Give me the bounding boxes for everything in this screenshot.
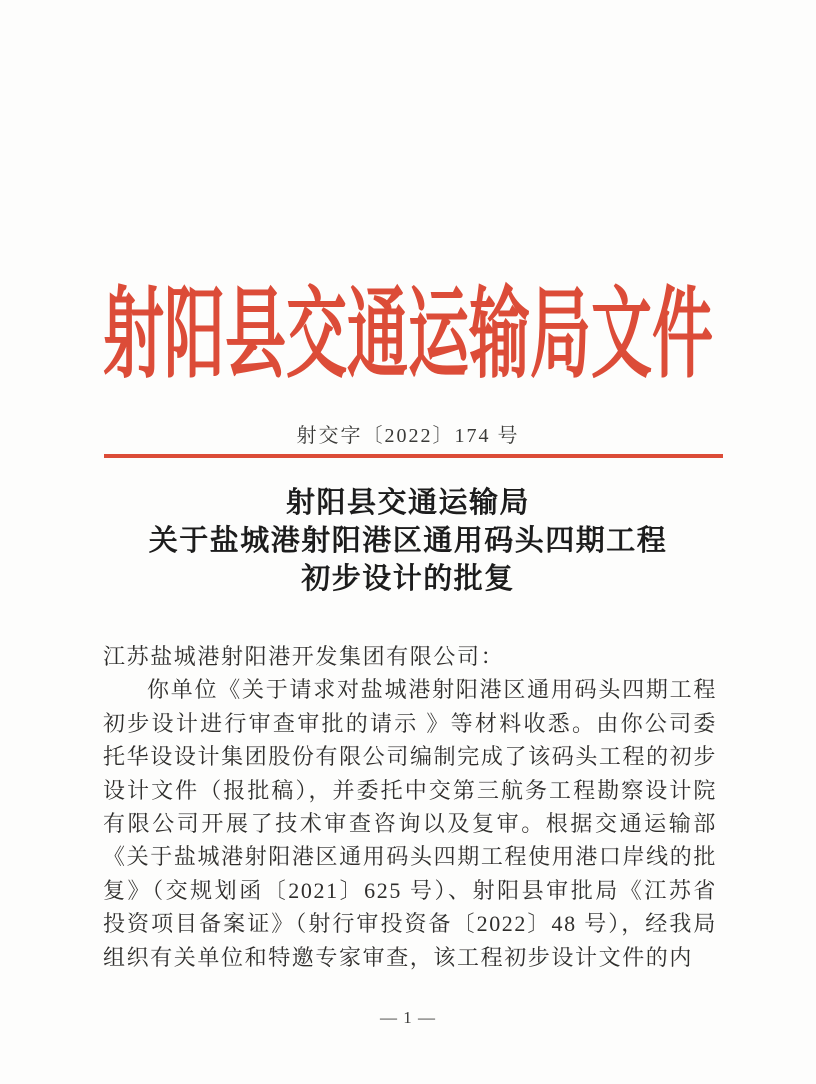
- document-title-line-1: 射阳县交通运输局: [285, 487, 530, 519]
- document-title-line-3: 初步设计的批复: [301, 563, 515, 595]
- red-separator-line: [104, 454, 723, 458]
- body-paragraph: 你单位《关于请求对盐城港射阳港区通用码头四期工程初步设计进行审查审批的请示 》等材料收悉。由你公司委托华设设计集团股份有限公司编制完成了该码头工程的初步设计文件（报批稿），并委托中交第三航务工程勘察设计院有限公司开展了技术审查咨询以及复审。根据交通运输部《关于盐城港射阳港区通用码头四期工程使用港口岸线的批复》（交规划函〔2021〕625 号）、射阳县审批局《江苏省投资项目备案证》（射行审投资备〔2022〕48 号），经我局组织有关单位和特邀专家审查，该工程初步设计文件的内: [103, 677, 717, 970]
- document-number: 射交字〔2022〕174 号: [296, 425, 520, 447]
- document-title-line-2: 关于盐城港射阳港区通用码头四期工程: [148, 525, 668, 557]
- document-title: [0, 484, 816, 598]
- letterhead-title: 射阳县交通运输局文件: [102, 281, 713, 391]
- document-body: [103, 640, 717, 974]
- salutation-line: 江苏盐城港射阳港开发集团有限公司：: [103, 644, 505, 669]
- page-number: — 1 —: [380, 1008, 436, 1027]
